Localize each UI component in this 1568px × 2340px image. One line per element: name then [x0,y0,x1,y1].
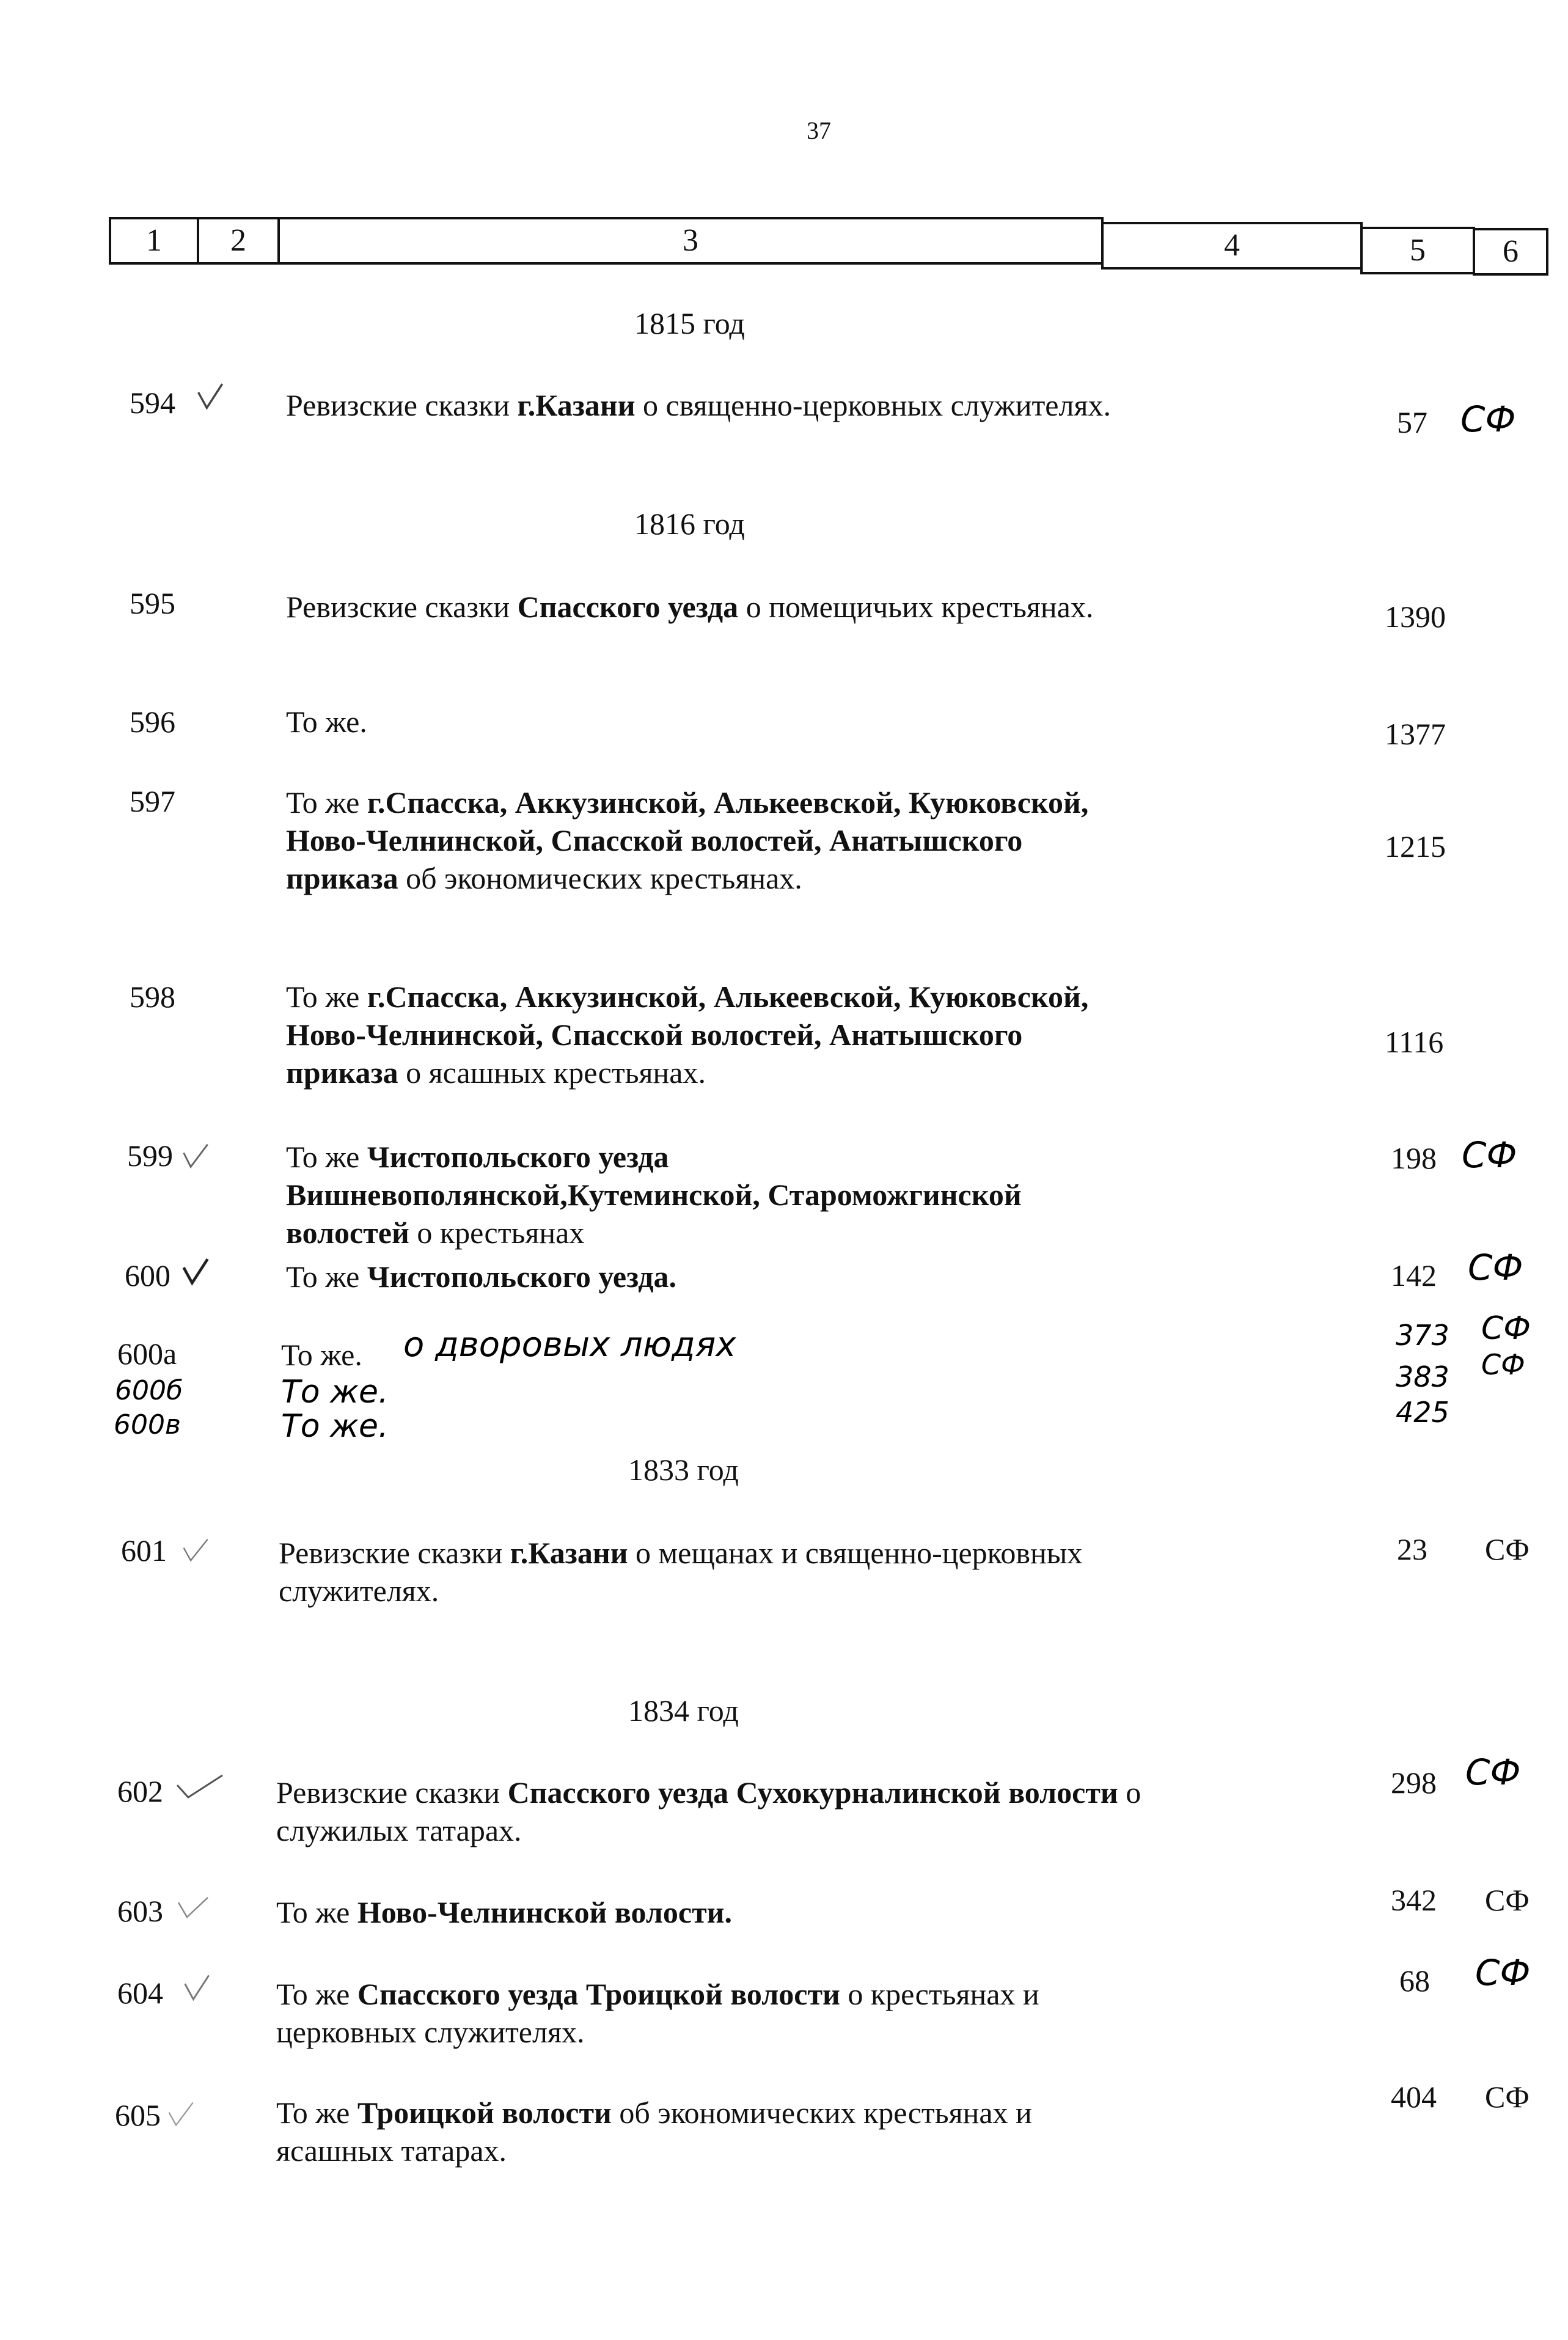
entry-quantity-600v: 425 [1396,1396,1449,1429]
page-number: 37 [807,117,831,144]
entry-description-600b: То же. [281,1374,389,1410]
entry-quantity-594: 57 [1397,405,1427,439]
entry-quantity-596: 1377 [1385,717,1446,751]
entry-number-594: 594 [130,386,175,420]
handwritten-mark-600b: СФ [1481,1348,1525,1381]
check-mark-icon [175,1772,224,1800]
year-heading-1833: 1833 год [628,1453,739,1487]
entry-number-602: 602 [117,1774,163,1808]
header-cell-1: 1 [109,217,199,265]
entry-quantity-600b: 383 [1396,1360,1449,1393]
year-heading-1816: 1816 год [634,507,745,541]
entry-number-597: 597 [130,784,175,818]
check-mark-icon [176,1893,210,1921]
entry-description-602: Ревизские сказки Спасского уезда Сухокурналинской волости о служилых татарах. [276,1775,1141,1847]
check-mark-icon [181,1535,209,1563]
year-heading-1815: 1815 год [634,306,745,340]
entry-number-600a: 600а [117,1337,177,1371]
archive-mark-603: СФ [1485,1883,1530,1917]
handwritten-mark-604: СФ [1475,1952,1531,1993]
year-heading-1834: 1834 год [628,1693,739,1728]
check-mark-icon [181,1142,209,1170]
entry-number-600b: 600б [115,1375,183,1406]
entry-description-594: Ревизские сказки г.Казани о священно-церковных служителях. [286,388,1111,422]
header-cell-3: 3 [277,217,1104,265]
entry-number-596: 596 [130,705,175,739]
entry-quantity-603: 342 [1391,1883,1437,1917]
entry-number-599: 599 [127,1139,173,1173]
entry-quantity-599: 198 [1391,1141,1437,1175]
archive-mark-601: СФ [1485,1532,1530,1566]
entry-quantity-600a: 373 [1396,1319,1449,1352]
handwritten-mark-602: СФ [1465,1751,1521,1793]
entry-description-600a: То же. [281,1338,362,1372]
header-cell-6: 6 [1473,228,1548,276]
entry-number-601: 601 [121,1533,167,1568]
entry-quantity-605: 404 [1391,2080,1437,2114]
entry-number-600v: 600в [114,1409,181,1440]
entry-number-595: 595 [130,586,175,620]
entry-number-600: 600 [125,1258,170,1293]
entry-description-600v: То же. [281,1408,389,1445]
entry-number-603: 603 [117,1894,163,1928]
entry-description-603: То же Ново-Челнинской волости. [276,1895,732,1929]
entry-quantity-598: 1116 [1385,1025,1444,1059]
handwritten-mark-594: СФ [1460,398,1516,440]
entry-number-598: 598 [130,980,175,1014]
entry-description-597: То же г.Спасска, Аккузинской, Алькеевской, Куюковской, Ново-Челнинской, Спасской волостей, Анатышского приказа об экономических крестьянах. [286,785,1089,895]
entry-quantity-597: 1215 [1385,829,1446,864]
entry-quantity-600: 142 [1391,1258,1437,1293]
check-mark-icon [166,2100,194,2128]
archive-mark-605: СФ [1485,2080,1530,2114]
entry-description-596: То же. [286,705,367,739]
header-cell-5: 5 [1360,227,1475,274]
handwritten-mark-600a: СФ [1481,1310,1531,1347]
check-mark-icon [181,1258,209,1286]
header-cell-4: 4 [1101,222,1363,270]
entry-description-605: То же Троицкой волости об экономических крестьянах и ясашных татарах. [276,2096,1032,2168]
entry-quantity-601: 23 [1397,1532,1427,1566]
entry-description-598: То же г.Спасска, Аккузинской, Алькеевской, Куюковской, Ново-Челнинской, Спасской волостей, Анатышского приказа о ясашных крестьянах. [286,980,1089,1090]
entry-number-604: 604 [117,1976,163,2010]
header-cell-2: 2 [197,217,280,265]
entry-quantity-595: 1390 [1385,600,1446,634]
check-mark-icon [182,1974,210,2002]
entry-description-599: То же Чистопольского уезда Вишневополянской,Кутеминской, Староможгинской волостей о крестьянах [286,1140,1022,1250]
entry-description-601: Ревизские сказки г.Казани о мещанах и священно-церковных служителях. [279,1536,1083,1608]
handwritten-mark-599: СФ [1462,1134,1517,1176]
handwritten-mark-600: СФ [1468,1247,1523,1288]
entry-number-605: 605 [115,2098,161,2132]
check-mark-icon [196,383,224,411]
handwritten-note-600a: о дворовых людях [403,1325,736,1365]
entry-description-595: Ревизские сказки Спасского уезда о помещичьих крестьянах. [286,590,1094,624]
entry-quantity-604: 68 [1399,1964,1430,1998]
entry-quantity-602: 298 [1391,1766,1437,1800]
entry-description-604: То же Спасского уезда Троицкой волости о крестьянах и церковных служителях. [276,1977,1039,2049]
entry-description-600: То же Чистопольского уезда. [286,1260,677,1294]
